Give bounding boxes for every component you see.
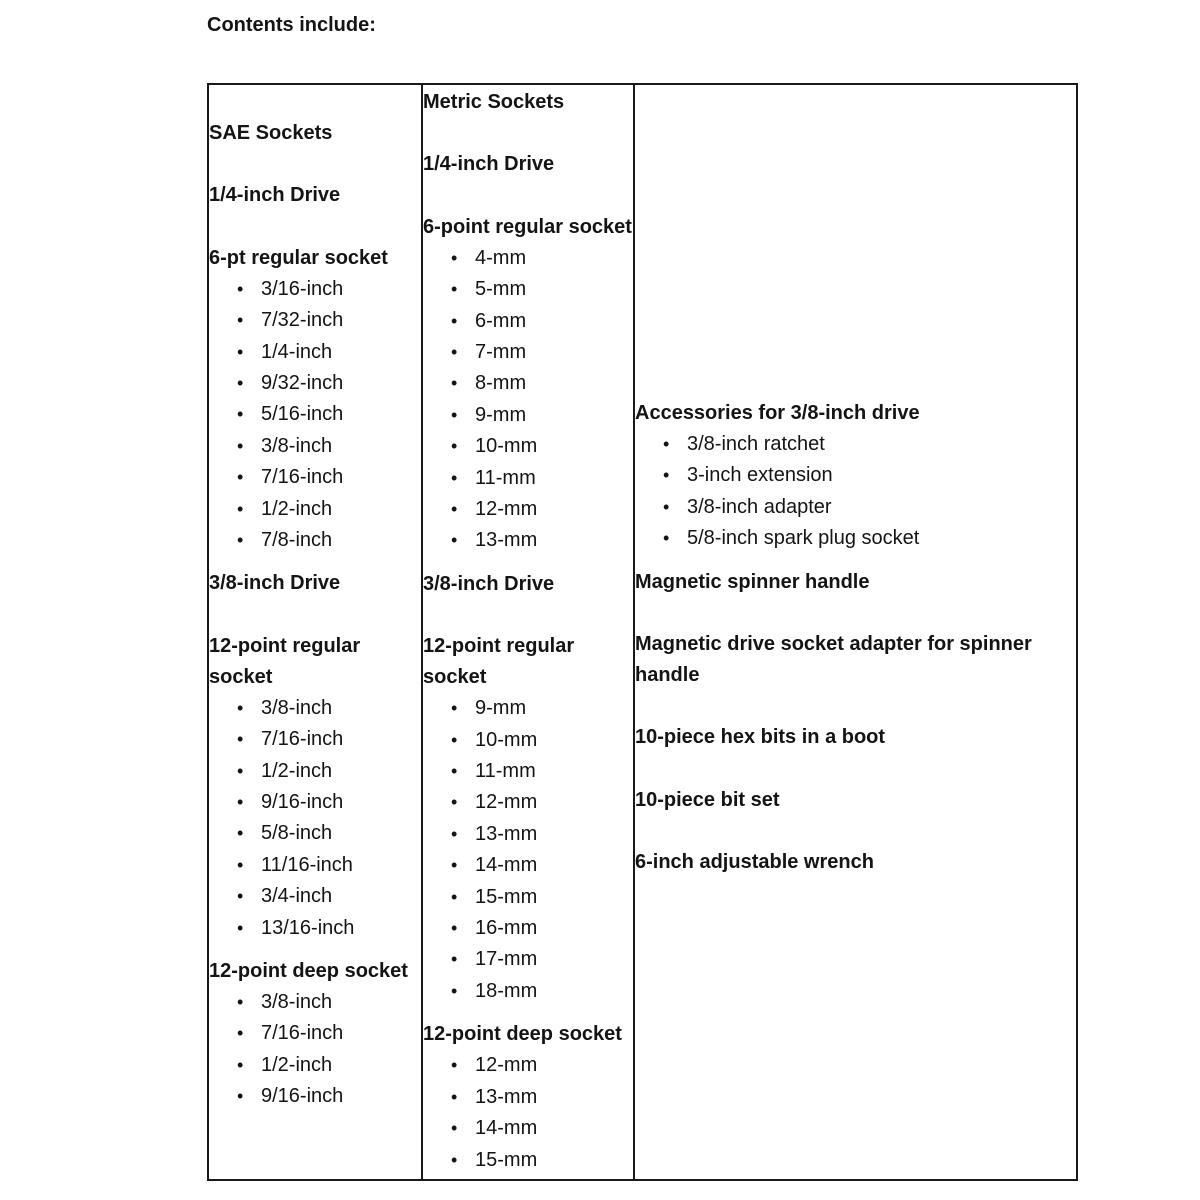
list-item-label: 6-mm	[475, 309, 527, 332]
list-item	[635, 523, 1076, 554]
bullet-icon: •	[237, 498, 244, 519]
sae-12pt-deep-list	[209, 987, 421, 1113]
list-item-label: 9/16-inch	[261, 791, 344, 814]
list-item	[423, 725, 633, 756]
list-item-label: 15-mm	[475, 1148, 538, 1171]
bullet-icon: •	[451, 530, 458, 551]
bullet-icon: •	[451, 342, 458, 362]
list-item	[209, 305, 421, 336]
list-item	[209, 850, 421, 881]
bullet-icon: •	[451, 729, 458, 750]
list-item	[423, 525, 633, 556]
bullet-icon: •	[237, 1086, 244, 1107]
list-item-label: 12-mm	[475, 498, 538, 521]
list-item-label: 3-inch extension	[687, 464, 833, 487]
bullet-icon: •	[237, 760, 244, 781]
sae-drive-3-8: 3/8-inch Drive	[209, 572, 341, 595]
list-item	[209, 399, 421, 430]
list-item	[209, 525, 421, 556]
bullet-icon: •	[237, 917, 244, 938]
metric-column	[422, 84, 634, 1180]
sae-6pt-title: 6-pt regular socket	[209, 246, 388, 269]
list-item-label: 7/16-inch	[261, 728, 344, 751]
list-item-label: 14-mm	[475, 854, 538, 877]
bullet-icon: •	[451, 436, 458, 457]
list-item	[209, 1081, 421, 1112]
sae-12pt-deep-title: 12-point deep socket	[209, 960, 408, 983]
list-item-label: 13/16-inch	[261, 916, 355, 939]
bullet-icon: •	[237, 435, 244, 456]
metric-6pt-title: 6-point regular socket	[423, 215, 632, 238]
list-item	[209, 337, 421, 368]
bullet-icon: •	[237, 886, 244, 907]
hex-bits-boot: 10-piece hex bits in a boot	[635, 726, 886, 749]
list-item	[209, 818, 421, 849]
list-item	[209, 881, 421, 912]
bullet-icon: •	[237, 823, 244, 844]
bullet-icon: •	[663, 528, 670, 549]
list-item	[423, 274, 633, 305]
list-item-label: 10-mm	[475, 728, 538, 751]
bullet-icon: •	[451, 949, 458, 970]
list-item-label: 4-mm	[475, 246, 527, 269]
list-item	[423, 306, 633, 337]
bullet-icon: •	[451, 1055, 458, 1076]
bullet-icon: •	[663, 496, 670, 517]
list-item	[423, 882, 633, 913]
list-item	[423, 400, 633, 431]
list-item-label: 1/2-inch	[261, 1053, 333, 1076]
bullet-icon: •	[451, 698, 458, 719]
bullet-icon: •	[451, 499, 458, 520]
list-item	[423, 494, 633, 525]
metric-drive-quarter: 1/4-inch Drive	[423, 153, 555, 176]
list-item	[423, 976, 633, 1007]
bullet-icon: •	[451, 792, 458, 813]
list-item	[423, 243, 633, 274]
list-item-label: 3/4-inch	[261, 885, 333, 908]
metric-12pt-title-line2: socket	[423, 666, 487, 689]
list-item	[423, 1050, 633, 1081]
bullet-icon: •	[237, 792, 244, 813]
adjustable-wrench: 6-inch adjustable wrench	[635, 851, 874, 874]
bullet-icon: •	[663, 465, 670, 486]
list-item	[635, 492, 1076, 523]
contents-table	[207, 83, 1078, 1181]
list-item-label: 9/32-inch	[261, 372, 344, 394]
list-item-label: 3/8-inch	[261, 991, 333, 1014]
list-item	[209, 913, 421, 944]
list-item	[423, 819, 633, 850]
list-item	[209, 274, 421, 305]
magnetic-spinner-handle: Magnetic spinner handle	[635, 570, 870, 593]
list-item-label: 3/8-inch	[261, 434, 333, 457]
bullet-icon: •	[237, 404, 244, 425]
list-item	[209, 431, 421, 462]
list-item	[209, 1050, 421, 1081]
list-item-label: 7-mm	[475, 341, 527, 363]
bullet-icon: •	[237, 530, 244, 551]
metric-6pt-list	[423, 243, 633, 557]
sae-12pt-title	[209, 631, 421, 693]
list-item-label: 12-mm	[475, 1054, 538, 1077]
sae-12pt-list	[209, 693, 421, 944]
metric-12pt-deep-list	[423, 1050, 633, 1176]
bullet-icon: •	[237, 278, 244, 299]
accessories-list	[635, 429, 1076, 555]
metric-title: Metric Sockets	[423, 91, 565, 113]
bullet-icon: •	[451, 886, 458, 907]
magnetic-drive-socket-adapter	[635, 629, 1076, 691]
bullet-icon: •	[451, 1149, 458, 1170]
list-item	[423, 944, 633, 975]
list-item-label: 15-mm	[475, 885, 538, 908]
bullet-icon: •	[451, 918, 458, 939]
bullet-icon: •	[237, 697, 244, 718]
list-item-label: 7/16-inch	[261, 466, 344, 489]
list-item	[635, 429, 1076, 460]
bullet-icon: •	[237, 854, 244, 875]
bullet-icon: •	[237, 341, 244, 362]
list-item-label: 7/32-inch	[261, 309, 344, 332]
list-item-label: 9/16-inch	[261, 1085, 344, 1108]
list-item	[423, 368, 633, 399]
bullet-icon: •	[451, 373, 458, 394]
list-item	[209, 987, 421, 1018]
list-item-label: 18-mm	[475, 979, 538, 1002]
sae-title: SAE Sockets	[209, 122, 333, 144]
bullet-icon: •	[237, 467, 244, 488]
list-item	[209, 787, 421, 818]
list-item-label: 3/16-inch	[261, 277, 344, 300]
sae-12pt-title-line1: 12-point regular	[209, 634, 361, 657]
list-item	[209, 494, 421, 525]
metric-12pt-title	[423, 631, 633, 693]
metric-12pt-deep-title: 12-point deep socket	[423, 1023, 622, 1046]
list-item-label: 13-mm	[475, 1085, 538, 1108]
list-item-label: 9-mm	[475, 697, 527, 720]
bullet-icon: •	[451, 1086, 458, 1107]
bullet-icon: •	[451, 310, 458, 331]
bullet-icon: •	[237, 992, 244, 1013]
list-item-label: 13-mm	[475, 822, 538, 845]
list-item-label: 16-mm	[475, 917, 538, 940]
bullet-icon: •	[451, 980, 458, 1001]
list-item-label: 5/8-inch spark plug socket	[687, 527, 920, 550]
list-item	[423, 1145, 633, 1176]
list-item	[209, 368, 421, 399]
magnetic-adapter-line2: handle	[635, 664, 700, 687]
list-item	[209, 724, 421, 755]
list-item-label: 1/2-inch	[261, 497, 333, 520]
list-item	[423, 850, 633, 881]
sae-cell-content	[209, 118, 421, 1113]
bullet-icon: •	[451, 247, 458, 268]
metric-12pt-list	[423, 693, 633, 1007]
metric-cell-content	[423, 87, 633, 1176]
list-item-label: 11-mm	[475, 760, 536, 783]
list-item	[209, 693, 421, 724]
bullet-icon: •	[663, 434, 670, 454]
sae-drive-quarter: 1/4-inch Drive	[209, 184, 341, 207]
list-item-label: 10-mm	[475, 435, 538, 458]
list-item-label: 7/16-inch	[261, 1022, 344, 1045]
list-item	[423, 693, 633, 724]
metric-12pt-title-line1: 12-point regular	[423, 635, 575, 658]
list-item	[423, 787, 633, 818]
bullet-icon: •	[237, 1054, 244, 1075]
list-item	[423, 756, 633, 787]
list-item	[423, 463, 633, 494]
accessories-cell-content	[635, 398, 1076, 878]
list-item-label: 3/8-inch	[261, 696, 333, 719]
list-item-label: 3/8-inch adapter	[687, 495, 832, 518]
list-item-label: 5-mm	[475, 278, 527, 301]
list-item	[423, 431, 633, 462]
table-row	[208, 84, 1077, 1180]
list-item-label: 1/2-inch	[261, 759, 333, 782]
list-item-label: 5/16-inch	[261, 403, 344, 426]
list-item	[423, 913, 633, 944]
list-item	[209, 462, 421, 493]
bullet-icon: •	[451, 467, 458, 488]
list-item-label: 5/8-inch	[261, 822, 333, 845]
list-item-label: 3/8-inch ratchet	[687, 433, 825, 455]
sae-column	[208, 84, 422, 1180]
list-item-label: 9-mm	[475, 403, 527, 426]
sae-6pt-list	[209, 274, 421, 557]
bullet-icon: •	[451, 404, 458, 425]
list-item-label: 17-mm	[475, 948, 538, 971]
bullet-icon: •	[451, 855, 458, 876]
list-item-label: 7/8-inch	[261, 529, 333, 552]
sae-12pt-title-line2: socket	[209, 665, 273, 688]
list-item	[209, 1018, 421, 1049]
contents-heading: Contents include:	[207, 14, 376, 36]
bullet-icon: •	[237, 310, 244, 331]
list-item	[423, 1113, 633, 1144]
list-item-label: 12-mm	[475, 791, 538, 814]
list-item	[423, 337, 633, 368]
bullet-icon: •	[451, 823, 458, 844]
bullet-icon: •	[451, 761, 458, 782]
bullet-icon: •	[237, 1023, 244, 1044]
bit-set: 10-piece bit set	[635, 788, 780, 811]
list-item-label: 11-mm	[475, 466, 536, 489]
list-item-label: 11/16-inch	[261, 853, 353, 876]
list-item	[635, 460, 1076, 491]
accessories-column	[634, 84, 1077, 1180]
list-item	[423, 1082, 633, 1113]
list-item-label: 13-mm	[475, 529, 538, 552]
bullet-icon: •	[237, 373, 244, 393]
list-item-label: 8-mm	[475, 372, 527, 395]
accessories-title: Accessories for 3/8-inch drive	[635, 402, 920, 424]
list-item-label: 1/4-inch	[261, 340, 333, 363]
list-item	[209, 756, 421, 787]
bullet-icon: •	[237, 729, 244, 750]
bullet-icon: •	[451, 1118, 458, 1139]
list-item-label: 14-mm	[475, 1117, 538, 1140]
bullet-icon: •	[451, 279, 458, 300]
metric-drive-3-8: 3/8-inch Drive	[423, 572, 555, 595]
magnetic-adapter-line1: Magnetic drive socket adapter for spinner	[635, 633, 1032, 656]
